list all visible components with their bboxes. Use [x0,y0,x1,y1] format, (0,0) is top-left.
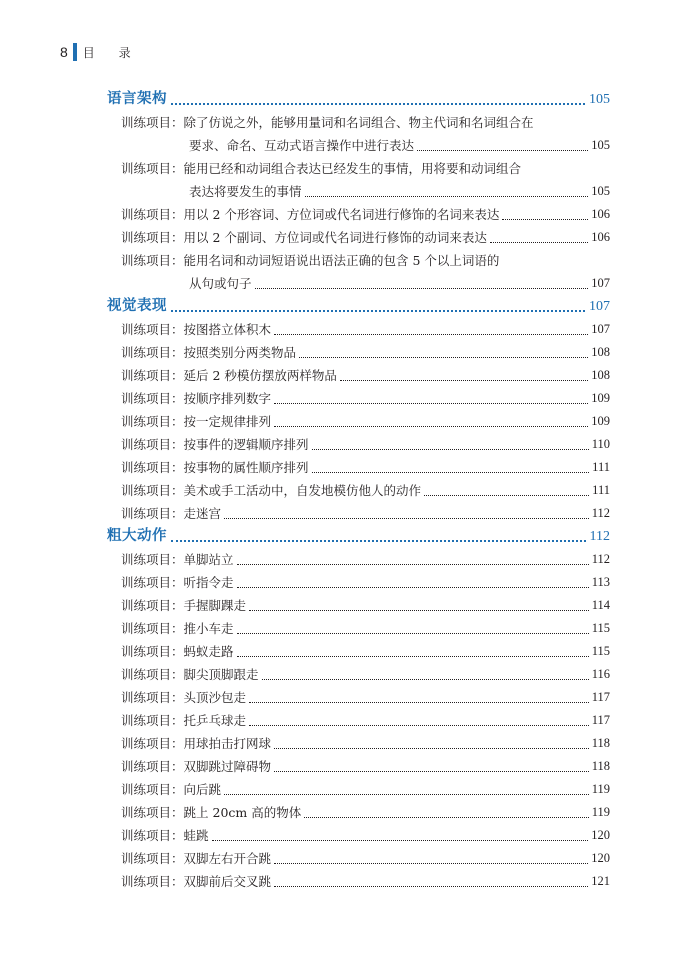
dot-leader [274,863,588,864]
entry-label: 训练项目： [121,115,184,130]
dot-leader [424,495,589,496]
entry-page-number: 115 [591,621,610,635]
entry-label: 训练项目： [121,851,184,866]
toc-section-heading[interactable] [107,525,610,548]
entry-page-number: 107 [591,276,610,290]
toc-entry[interactable] [121,778,610,801]
entry-label: 训练项目： [121,736,184,751]
toc-entry-line [121,640,610,663]
dot-leader [417,150,588,151]
dot-leader [249,610,589,611]
entry-text: 除了仿说之外，能够用量词和名词组合、物主代词和名词组合在 [183,115,534,130]
entry-label: 训练项目： [121,437,184,452]
toc-entry[interactable] [121,226,610,249]
entry-label: 训练项目： [121,391,184,406]
entry-label: 训练项目： [121,322,184,337]
entry-page-number: 105 [591,138,610,152]
entry-text: 双脚左右开合跳 [183,851,272,866]
toc-entry[interactable] [121,594,610,617]
dot-leader [224,518,589,519]
entry-text: 按图搭立体积木 [183,322,272,337]
entry-label: 训练项目： [121,874,184,889]
dot-leader [274,334,588,335]
entry-label: 训练项目： [121,345,184,360]
dot-leader [171,540,586,542]
entry-page-number: 118 [591,736,610,750]
dot-leader [224,794,589,795]
toc-entry-line [121,847,610,870]
entry-page-number: 110 [591,437,610,451]
dot-leader [237,564,589,565]
entry-page-number: 119 [591,805,610,819]
toc-entry[interactable] [121,387,610,410]
section-title: 视觉表现 [107,298,167,314]
dot-leader [255,288,589,289]
entry-text: 能用已经和动词组合表达已经发生的事情，用将要和动词组合 [183,161,522,176]
toc-entry[interactable] [121,571,610,594]
table-of-contents [107,88,610,893]
dot-leader [340,380,588,381]
entry-label: 训练项目： [121,552,184,567]
entry-text: 按照类别分两类物品 [183,345,297,360]
toc-entry-line [121,548,610,571]
toc-entry-line [121,663,610,686]
entry-label: 训练项目： [121,667,184,682]
toc-entry-line [121,249,610,272]
toc-entry[interactable] [121,456,610,479]
toc-entry-line [121,226,610,249]
entry-text: 走迷宫 [183,506,222,521]
entry-text: 跳上 20cm 高的物体 [183,805,302,820]
toc-entry-line [121,456,610,479]
entry-label: 训练项目： [121,621,184,636]
toc-entry[interactable] [121,479,610,502]
toc-entry-line [121,410,610,433]
entry-text: 蛙跳 [183,828,209,843]
entry-text: 延后 2 秒模仿摆放两样物品 [183,368,337,383]
entry-text: 用以 2 个形容词、方位词或代名词进行修饰的名词来表达 [183,207,500,222]
toc-entry[interactable] [121,433,610,456]
toc-entry-line [121,824,610,847]
dot-leader [274,771,589,772]
entry-text: 美术或手工活动中，自发地模仿他人的动作 [183,483,422,498]
entry-text: 双脚跳过障碍物 [183,759,272,774]
entry-text: 单脚站立 [183,552,234,567]
toc-entry[interactable] [121,732,610,755]
entry-label: 训练项目： [121,207,184,222]
toc-entry-line [121,709,610,732]
entry-text: 托乒乓球走 [183,713,247,728]
toc-entry-line [121,617,610,640]
chapter-title: 目 录 [82,45,141,60]
toc-entry-line [121,433,610,456]
entry-page-number: 105 [591,184,610,198]
entry-page-number: 117 [591,713,610,727]
dot-leader [274,426,588,427]
entry-page-number: 108 [591,345,610,359]
toc-entry-line [121,479,610,502]
toc-entry-line [121,111,610,134]
entry-text: 按事物的属性顺序排列 [183,460,309,475]
entry-label: 训练项目： [121,598,184,613]
entry-page-number: 116 [591,667,610,681]
dot-leader [171,103,585,105]
section-title: 语言架构 [107,91,167,107]
entry-page-number: 120 [591,851,610,865]
entry-text-continued: 从句或句子 [189,276,252,291]
toc-entry[interactable] [121,824,610,847]
entry-text: 用以 2 个副词、方位词或代名词进行修饰的动词来表达 [183,230,487,245]
dot-leader [274,403,588,404]
entry-page-number: 111 [592,460,610,474]
toc-section-heading[interactable] [107,295,610,318]
toc-entry-line [121,203,610,226]
toc-entry[interactable] [121,640,610,663]
entry-text: 按事件的逻辑顺序排列 [183,437,309,452]
dot-leader [305,196,589,197]
entry-text: 推小车走 [183,621,234,636]
dot-leader [171,310,585,312]
toc-entry-line [121,778,610,801]
entry-text: 头顶沙包走 [183,690,247,705]
entry-label: 训练项目： [121,575,184,590]
toc-entry-line [121,318,610,341]
toc-entry-line [121,801,610,824]
toc-entry[interactable] [121,341,610,364]
entry-text-continued: 表达将要发生的事情 [189,184,302,199]
entry-label: 训练项目： [121,506,184,521]
entry-page-number: 117 [591,690,610,704]
dot-leader [312,449,589,450]
entry-label: 训练项目： [121,230,184,245]
toc-entry[interactable] [121,203,610,226]
entry-label: 训练项目： [121,414,184,429]
toc-entry-line [121,594,610,617]
entry-text-continued: 要求、命名、互动式语言操作中进行表达 [189,138,415,153]
entry-label: 训练项目： [121,368,184,383]
entry-page-number: 109 [591,391,610,405]
entry-page-number: 106 [591,207,610,221]
toc-entry-line [121,870,610,893]
dot-leader [274,886,588,887]
entry-page-number: 107 [591,322,610,336]
entry-text: 双脚前后交叉跳 [183,874,272,889]
page-number: 8 [60,44,68,60]
toc-entry[interactable] [121,617,610,640]
entry-label: 训练项目： [121,460,184,475]
entry-text: 按一定规律排列 [183,414,272,429]
toc-entry[interactable] [121,755,610,778]
entry-label: 训练项目： [121,828,184,843]
toc-entry-line [121,686,610,709]
entry-label: 训练项目： [121,161,184,176]
toc-entry[interactable] [121,410,610,433]
entry-page-number: 108 [591,368,610,382]
toc-entry[interactable] [121,364,610,387]
toc-entry-line [121,755,610,778]
entry-page-number: 115 [591,644,610,658]
toc-entry-line [121,364,610,387]
entry-label: 训练项目： [121,805,184,820]
entry-text: 蚂蚁走路 [183,644,234,659]
dot-leader [262,679,589,680]
dot-leader [237,587,589,588]
section-page-number: 112 [589,529,610,544]
toc-entry-line [121,180,610,203]
toc-entry-line [121,732,610,755]
toc-entry[interactable] [121,111,610,157]
entry-text: 向后跳 [183,782,222,797]
toc-entry[interactable] [121,548,610,571]
entry-page-number: 112 [591,506,610,520]
dot-leader [304,817,588,818]
dot-leader [312,472,590,473]
entry-page-number: 119 [591,782,610,796]
toc-entry[interactable] [121,870,610,893]
entry-page-number: 118 [591,759,610,773]
dot-leader [299,357,588,358]
entry-text: 手握脚踝走 [183,598,247,613]
section-page-number: 107 [589,299,610,314]
toc-entry[interactable] [121,249,610,295]
entry-text: 能用名词和动词短语说出语法正确的包含 5 个以上词语的 [183,253,500,268]
entry-page-number: 120 [591,828,610,842]
entry-page-number: 121 [591,874,610,888]
toc-entry[interactable] [121,709,610,732]
toc-entry-line [121,571,610,594]
toc-entry[interactable] [121,686,610,709]
entry-label: 训练项目： [121,483,184,498]
toc-entry[interactable] [121,847,610,870]
dot-leader [212,840,589,841]
toc-entry[interactable] [121,157,610,203]
entry-label: 训练项目： [121,782,184,797]
toc-entry[interactable] [121,801,610,824]
dot-leader [249,702,589,703]
entry-text: 听指令走 [183,575,234,590]
entry-text: 用球拍击打网球 [183,736,272,751]
toc-entry-line [121,272,610,295]
toc-entry-line [121,157,610,180]
entry-label: 训练项目： [121,759,184,774]
entry-page-number: 111 [592,483,610,497]
entry-label: 训练项目： [121,644,184,659]
dot-leader [249,725,589,726]
entry-text: 按顺序排列数字 [183,391,272,406]
dot-leader [490,242,588,243]
toc-entry[interactable] [121,318,610,341]
header-accent-bar [73,43,77,61]
entry-page-number: 109 [591,414,610,428]
entry-page-number: 112 [591,552,610,566]
toc-entry[interactable] [121,663,610,686]
entry-page-number: 114 [591,598,610,612]
toc-entry[interactable] [121,502,610,525]
entry-text: 脚尖顶脚跟走 [183,667,259,682]
toc-entry-line [121,387,610,410]
toc-section-heading[interactable] [107,88,610,111]
entry-label: 训练项目： [121,253,184,268]
section-title: 粗大动作 [107,528,167,544]
dot-leader [502,219,588,220]
dot-leader [237,656,589,657]
entry-label: 训练项目： [121,690,184,705]
running-head [60,40,141,64]
toc-entry-line [121,341,610,364]
toc-entry-line [121,502,610,525]
entry-label: 训练项目： [121,713,184,728]
entry-page-number: 106 [591,230,610,244]
dot-leader [237,633,589,634]
entry-page-number: 113 [591,575,610,589]
toc-entry-line [121,134,610,157]
section-page-number: 105 [589,92,610,107]
dot-leader [274,748,589,749]
